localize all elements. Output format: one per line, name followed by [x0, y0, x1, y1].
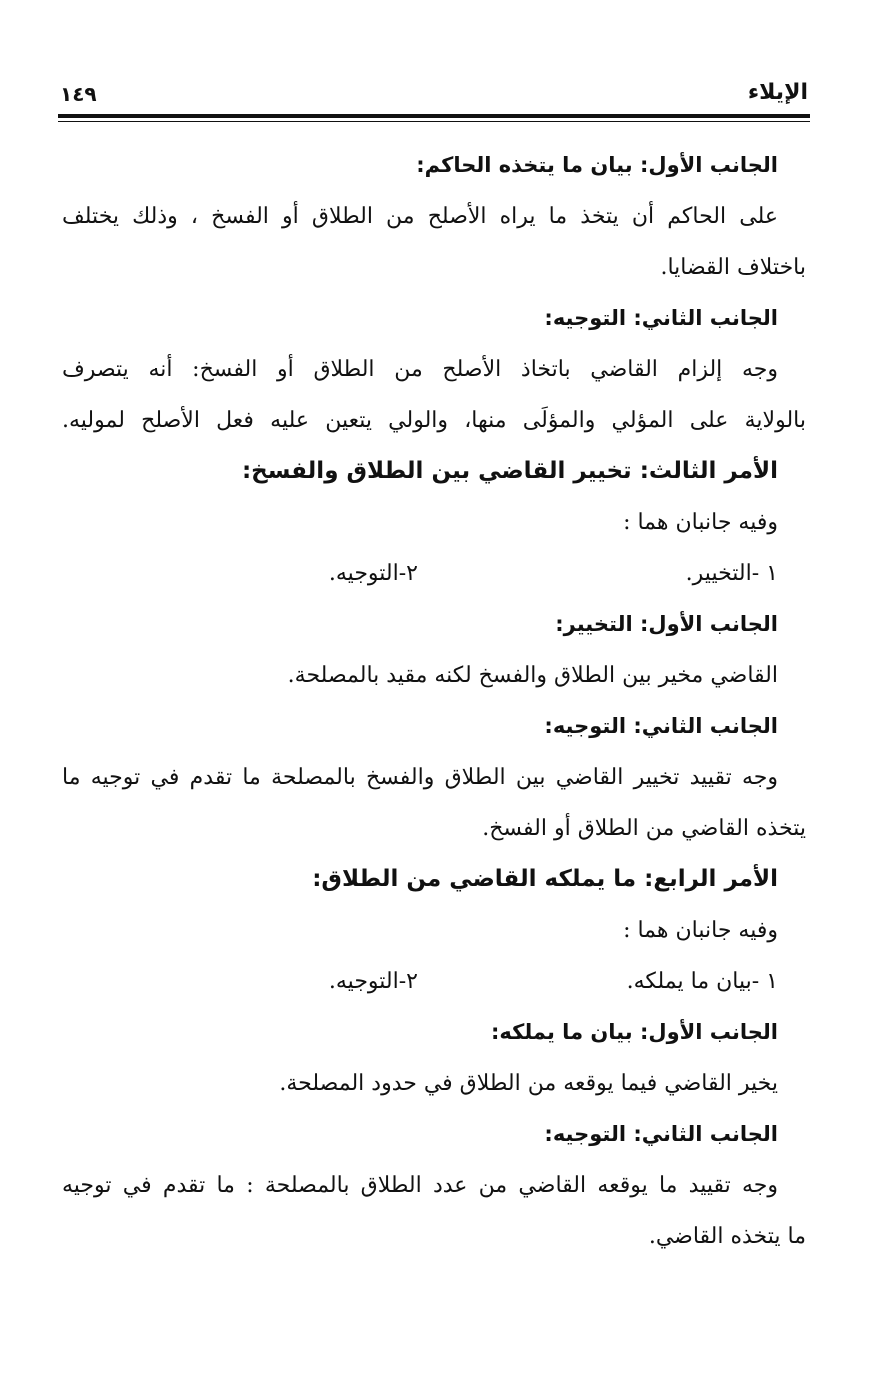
list-item: ٢-التوجيه. [328, 561, 418, 586]
section-heading: الجانب الأول: بيان ما يتخذه الحاكم: [416, 153, 778, 177]
page-number: ١٤٩ [60, 82, 97, 106]
paragraph-line: وفيه جانبان هما : [623, 918, 778, 943]
header-rule-thick [58, 114, 810, 118]
page-header [60, 74, 808, 114]
paragraph-line: وجه تقييد تخيير القاضي بين الطلاق والفسخ بالمصلحة ما تقدم في توجيه ما [62, 765, 778, 790]
section-heading: الجانب الثاني: التوجيه: [544, 714, 778, 738]
section-heading: الجانب الأول: بيان ما يملكه: [490, 1020, 778, 1044]
paragraph-line: القاضي مخير بين الطلاق والفسخ لكنه مقيد بالمصلحة. [287, 663, 778, 688]
paragraph-line: وفيه جانبان هما : [623, 510, 778, 535]
paragraph-line: بالولاية على المؤلي والمؤلَى منها، والولي يتعين عليه فعل الأصلح لموليه. [62, 408, 806, 433]
page-body [62, 140, 806, 1262]
paragraph-line: يتخذه القاضي من الطلاق أو الفسخ. [482, 816, 806, 841]
paragraph-line: وجه إلزام القاضي باتخاذ الأصلح من الطلاق أو الفسخ: أنه يتصرف [62, 357, 778, 382]
section-heading: الجانب الأول: التخيير: [555, 612, 778, 636]
header-rule-thin [58, 121, 810, 122]
list-item: ١ -بيان ما يملكه. [626, 969, 778, 994]
numbered-list [62, 956, 806, 1007]
paragraph-line: باختلاف القضايا. [660, 255, 806, 280]
chapter-heading: الأمر الرابع: ما يملكه القاضي من الطلاق: [312, 866, 778, 892]
section-heading: الجانب الثاني: التوجيه: [544, 1122, 778, 1146]
list-item: ٢-التوجيه. [328, 969, 418, 994]
paragraph-line: يخير القاضي فيما يوقعه من الطلاق في حدود المصلحة. [279, 1071, 778, 1096]
paragraph-line: وجه تقييد ما يوقعه القاضي من عدد الطلاق بالمصلحة : ما تقدم في توجيه [62, 1173, 778, 1198]
running-title: الإيلاء [747, 80, 808, 105]
numbered-list [62, 548, 806, 599]
paragraph-line: على الحاكم أن يتخذ ما يراه الأصلح من الطلاق أو الفسخ ، وذلك يختلف [62, 204, 778, 229]
section-heading: الجانب الثاني: التوجيه: [544, 306, 778, 330]
list-item: ١ -التخيير. [685, 561, 778, 586]
chapter-heading: الأمر الثالث: تخيير القاضي بين الطلاق والفسخ: [241, 458, 778, 484]
paragraph-line: ما يتخذه القاضي. [648, 1224, 806, 1249]
